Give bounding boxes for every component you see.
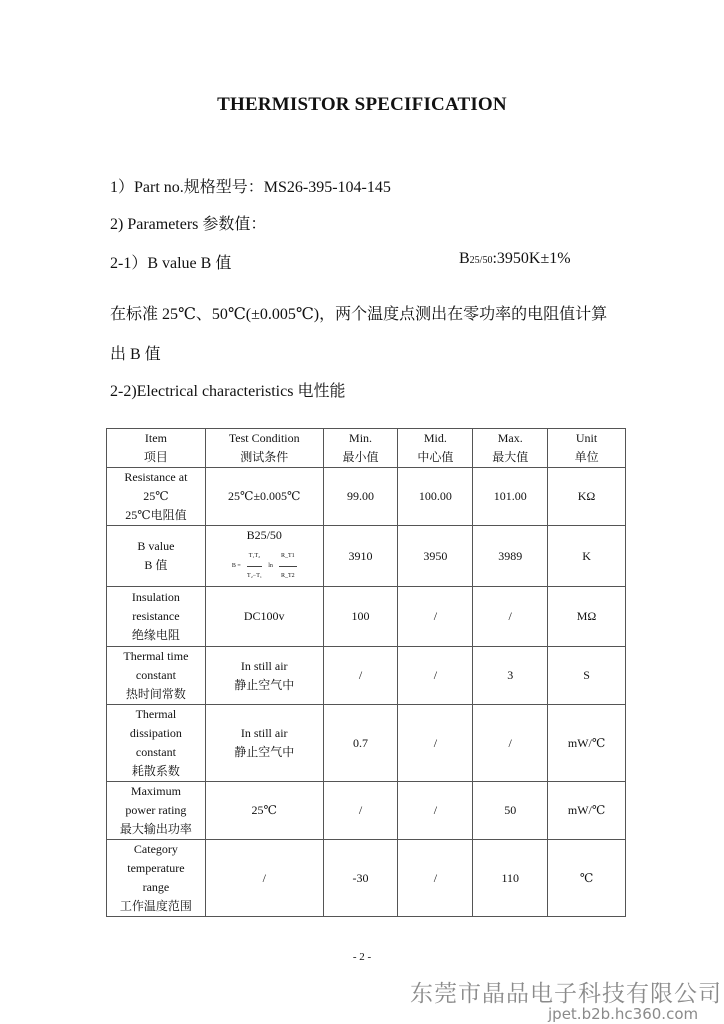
max-cell: / — [473, 587, 548, 647]
item-cell-line: Thermal — [135, 707, 177, 721]
item-cell-line: Category — [133, 842, 178, 856]
condition-cell-line: 25℃±0.005℃ — [228, 489, 301, 503]
item-cell-line: Resistance at — [124, 470, 188, 484]
min-cell: 0.7 — [323, 705, 398, 782]
bvalue-formula — [209, 547, 320, 586]
header-cell — [398, 429, 473, 468]
item-cell — [107, 587, 206, 647]
table-body — [107, 468, 626, 917]
condition-cell — [205, 526, 323, 587]
condition-cell-line: DC100v — [243, 609, 285, 623]
condition-cell — [205, 840, 323, 917]
header-en: Test Condition — [228, 431, 300, 445]
condition-cell-line: 25℃ — [251, 803, 277, 817]
electrical-heading: 2-2)Electrical characteristics 电性能 — [110, 383, 346, 400]
mid-cell: / — [398, 782, 473, 840]
unit-cell: KΩ — [548, 468, 626, 526]
table-row — [107, 705, 626, 782]
header-en: Mid. — [423, 431, 447, 445]
header-cn: 测试条件 — [240, 450, 289, 464]
header-en: Item — [144, 431, 167, 445]
item-cell-line: Maximum — [130, 784, 181, 798]
table-row — [107, 840, 626, 917]
mid-cell: 100.00 — [398, 468, 473, 526]
max-cell: 50 — [473, 782, 548, 840]
table-row — [107, 647, 626, 705]
unit-cell: ℃ — [548, 840, 626, 917]
bvalue-spec-prefix: B — [459, 250, 470, 267]
item-cell — [107, 647, 206, 705]
item-cell — [107, 705, 206, 782]
header-cell — [323, 429, 398, 468]
condition-cell — [205, 782, 323, 840]
item-cell-line: Thermal time — [123, 649, 189, 663]
header-cn: 最大值 — [492, 450, 529, 464]
header-en: Min. — [349, 431, 373, 445]
table-header-row — [107, 429, 626, 468]
part-number-line: 1）Part no.规格型号：MS26-395-104-145 — [110, 179, 391, 196]
formula-ln: ln — [268, 563, 273, 569]
item-cell-line: 绝缘电阻 — [131, 628, 180, 642]
electrical-characteristics-table — [106, 428, 626, 917]
item-cell-line: 工作温度范围 — [119, 899, 192, 913]
mid-cell: / — [398, 587, 473, 647]
item-cell-line: power rating — [125, 803, 187, 817]
item-cell-line: B value — [137, 539, 175, 553]
formula-temp-fraction-denominator: T₂−T₁ — [247, 573, 262, 579]
table-row — [107, 468, 626, 526]
min-cell: / — [323, 782, 398, 840]
item-cell-line: dissipation — [129, 726, 182, 740]
item-cell — [107, 526, 206, 587]
condition-cell — [205, 587, 323, 647]
header-cell — [548, 429, 626, 468]
item-cell-line: 最大输出功率 — [119, 822, 192, 836]
page-number: - 2 - — [352, 951, 372, 963]
item-cell — [107, 468, 206, 526]
parameters-heading: 2) Parameters 参数值： — [110, 216, 267, 233]
header-en: Unit — [575, 431, 598, 445]
formula-resistance-fraction-denominator: R_T2 — [280, 573, 295, 579]
condition-cell-line: B25/50 — [246, 528, 282, 542]
condition-cell-line: In still air — [240, 726, 288, 740]
max-cell: 110 — [473, 840, 548, 917]
max-cell: 3 — [473, 647, 548, 705]
item-cell-line: resistance — [132, 609, 180, 623]
item-cell — [107, 782, 206, 840]
item-cell — [107, 840, 206, 917]
mid-cell: / — [398, 705, 473, 782]
item-cell-line: temperature — [127, 861, 185, 875]
item-cell-line: 热时间常数 — [125, 687, 186, 701]
table-row — [107, 782, 626, 840]
item-cell-line: 25℃ — [143, 489, 169, 503]
formula-temp-fraction — [247, 547, 263, 586]
condition-cell — [205, 468, 323, 526]
item-cell-line: constant — [135, 668, 176, 682]
table-row — [107, 587, 626, 647]
mid-cell: / — [398, 840, 473, 917]
bvalue-spec-value: :3950K±1% — [492, 250, 571, 267]
min-cell: 3910 — [323, 526, 398, 587]
header-cn: 最小值 — [342, 450, 379, 464]
item-cell-line: range — [142, 880, 170, 894]
item-cell-line: constant — [135, 745, 176, 759]
min-cell: 100 — [323, 587, 398, 647]
unit-cell: mW/℃ — [548, 782, 626, 840]
header-cn: 单位 — [574, 450, 599, 464]
bvalue-spec — [459, 250, 571, 268]
condition-cell-line: In still air — [240, 658, 288, 673]
unit-cell: MΩ — [548, 587, 626, 647]
mid-cell: / — [398, 647, 473, 705]
header-cn: 项目 — [143, 450, 168, 464]
max-cell: / — [473, 705, 548, 782]
note-line-2: 出 B 值 — [110, 346, 161, 363]
min-cell: 99.00 — [323, 468, 398, 526]
condition-cell-line: / — [262, 870, 266, 885]
condition-cell-line: 静止空气中 — [234, 677, 295, 692]
watermark-site: jpet.b2b.hc360.com — [548, 1005, 699, 1023]
unit-cell: mW/℃ — [548, 705, 626, 782]
note-line-1: 在标准 25℃、50℃(±0.005℃)，两个温度点测出在零功率的电阻值计算 — [110, 306, 608, 323]
header-cell — [107, 429, 206, 468]
unit-cell: K — [548, 526, 626, 587]
unit-cell: S — [548, 647, 626, 705]
max-cell: 101.00 — [473, 468, 548, 526]
watermark-company: 东莞市晶品电子科技有限公司 — [410, 981, 722, 1007]
header-cell — [473, 429, 548, 468]
item-cell-line: B 值 — [144, 558, 168, 572]
bvalue-heading: 2-1）B value B 值 — [110, 255, 232, 272]
mid-cell: 3950 — [398, 526, 473, 587]
item-cell-line: 25℃电阻值 — [125, 508, 187, 522]
min-cell: / — [323, 647, 398, 705]
max-cell: 3989 — [473, 526, 548, 587]
item-cell-line: 耗散系数 — [131, 764, 180, 778]
header-en: Max. — [497, 431, 523, 445]
min-cell: -30 — [323, 840, 398, 917]
header-cell — [205, 429, 323, 468]
formula-temp-fraction-numerator: T₁T₂ — [247, 547, 263, 567]
document-title: THERMISTOR SPECIFICATION — [217, 94, 507, 115]
bvalue-spec-subscript: 25/50 — [469, 255, 493, 266]
condition-cell-line: 静止空气中 — [234, 745, 295, 759]
header-cn: 中心值 — [417, 450, 454, 464]
formula-resistance-fraction — [279, 547, 297, 586]
formula-b: B = — [231, 563, 241, 569]
condition-cell — [205, 647, 323, 705]
table-row — [107, 526, 626, 587]
item-cell-line: Insulation — [131, 590, 180, 604]
formula-resistance-fraction-numerator: R_T1 — [279, 547, 297, 567]
condition-cell — [205, 705, 323, 782]
